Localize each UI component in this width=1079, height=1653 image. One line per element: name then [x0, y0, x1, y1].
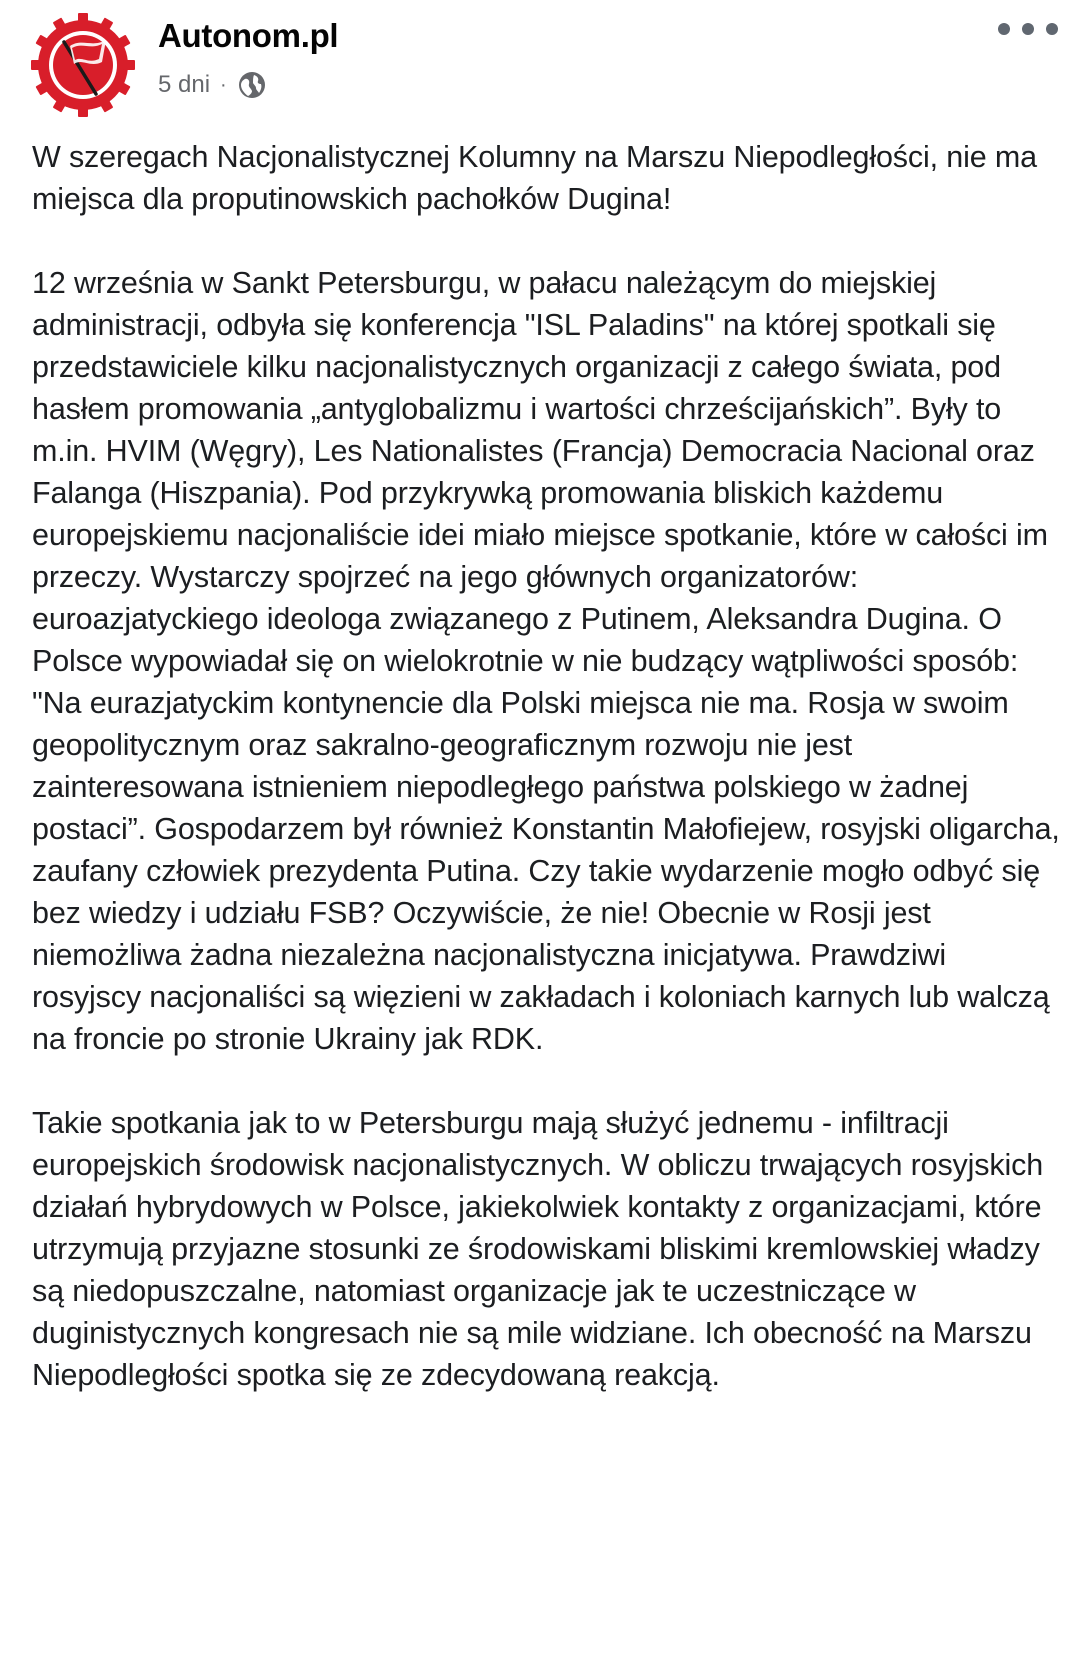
more-options-button[interactable]: [998, 14, 1058, 44]
post-paragraph: 12 września w Sankt Petersburgu, w pałacu należącym do miejskiej administracji, odbyła się konferencja "ISL Paladins" na której spotkali się przedstawiciele kilku nacjonalistycznych organizacji z całego świata, pod hasłem promowania „antyglobalizmu i wartości chrześcijańskich”. Były to m.in. HVIM (Węgry), Les Nationalistes (Francja) Democracia Nacional oraz Falanga (Hiszpania). Pod przykrywką promowania bliskich każdemu europejskiemu nacjonaliście idei miało miejsce spotkanie, które w całości im przeczy. Wystarczy spojrzeć na jego głównych organizatorów: euroazjatyckiego ideologa związanego z Putinem, Aleksandra Dugina. O Polsce wypowiadał się on wielokrotnie w nie budzący wątpliwości sposób: "Na eurazjatyckim kontynencie dla Polski miejsca nie ma. Rosja w swoim geopolitycznym oraz sakralno-geograficznym rozwoju nie jest zainteresowana istnieniem niepodległego państwa polskiego w żadnej postaci”. Gospodarzem był również Konstantin Małofiejew, rosyjski oligarcha, zaufany człowiek prezydenta Putina. Czy takie wydarzenie mogło odbyć się bez wiedzy i udziału FSB? Oczywiście, że nie! Obecnie w Rosji jest niemożliwa żadna niezależna nacjonalistyczna inicjatywa. Prawdziwi rosyjscy nacjonaliści są więzieni w zakładach i koloniach karnych lub walczą na froncie po stronie Ukrainy jak RDK.: [32, 266, 1060, 1056]
more-horizontal-icon: [998, 23, 1010, 35]
meta-separator: ·: [220, 73, 227, 96]
author-avatar[interactable]: [30, 12, 136, 118]
post-meta: [158, 68, 267, 102]
author-name[interactable]: Autonom.pl: [158, 17, 339, 54]
autonom-logo-icon: [30, 12, 136, 118]
post-timestamp[interactable]: 5 dni: [158, 71, 211, 98]
more-horizontal-icon: [1046, 23, 1058, 35]
post-header: [0, 0, 1079, 130]
more-horizontal-icon: [1022, 23, 1034, 35]
globe-icon: [237, 70, 267, 100]
post-text: [32, 136, 1062, 1396]
post-paragraph: W szeregach Nacjonalistycznej Kolumny na Marszu Niepodległości, nie ma miejsca dla proputinowskich pachołków Dugina!: [32, 140, 1037, 216]
post-paragraph: Takie spotkania jak to w Petersburgu mają służyć jednemu - infiltracji europejskich środowisk nacjonalistycznych. W obliczu trwających rosyjskich działań hybrydowych w Polsce, jakiekolwiek kontakty z organizacjami, które utrzymują przyjazne stosunki ze środowiskami bliskimi kremlowskiej władzy są niedopuszczalne, natomiast organizacje jak te uczestniczące w duginistycznych kongresach nie są mile widziane. Ich obecność na Marszu Niepodległości spotka się ze zdecydowaną reakcją.: [32, 1106, 1044, 1392]
